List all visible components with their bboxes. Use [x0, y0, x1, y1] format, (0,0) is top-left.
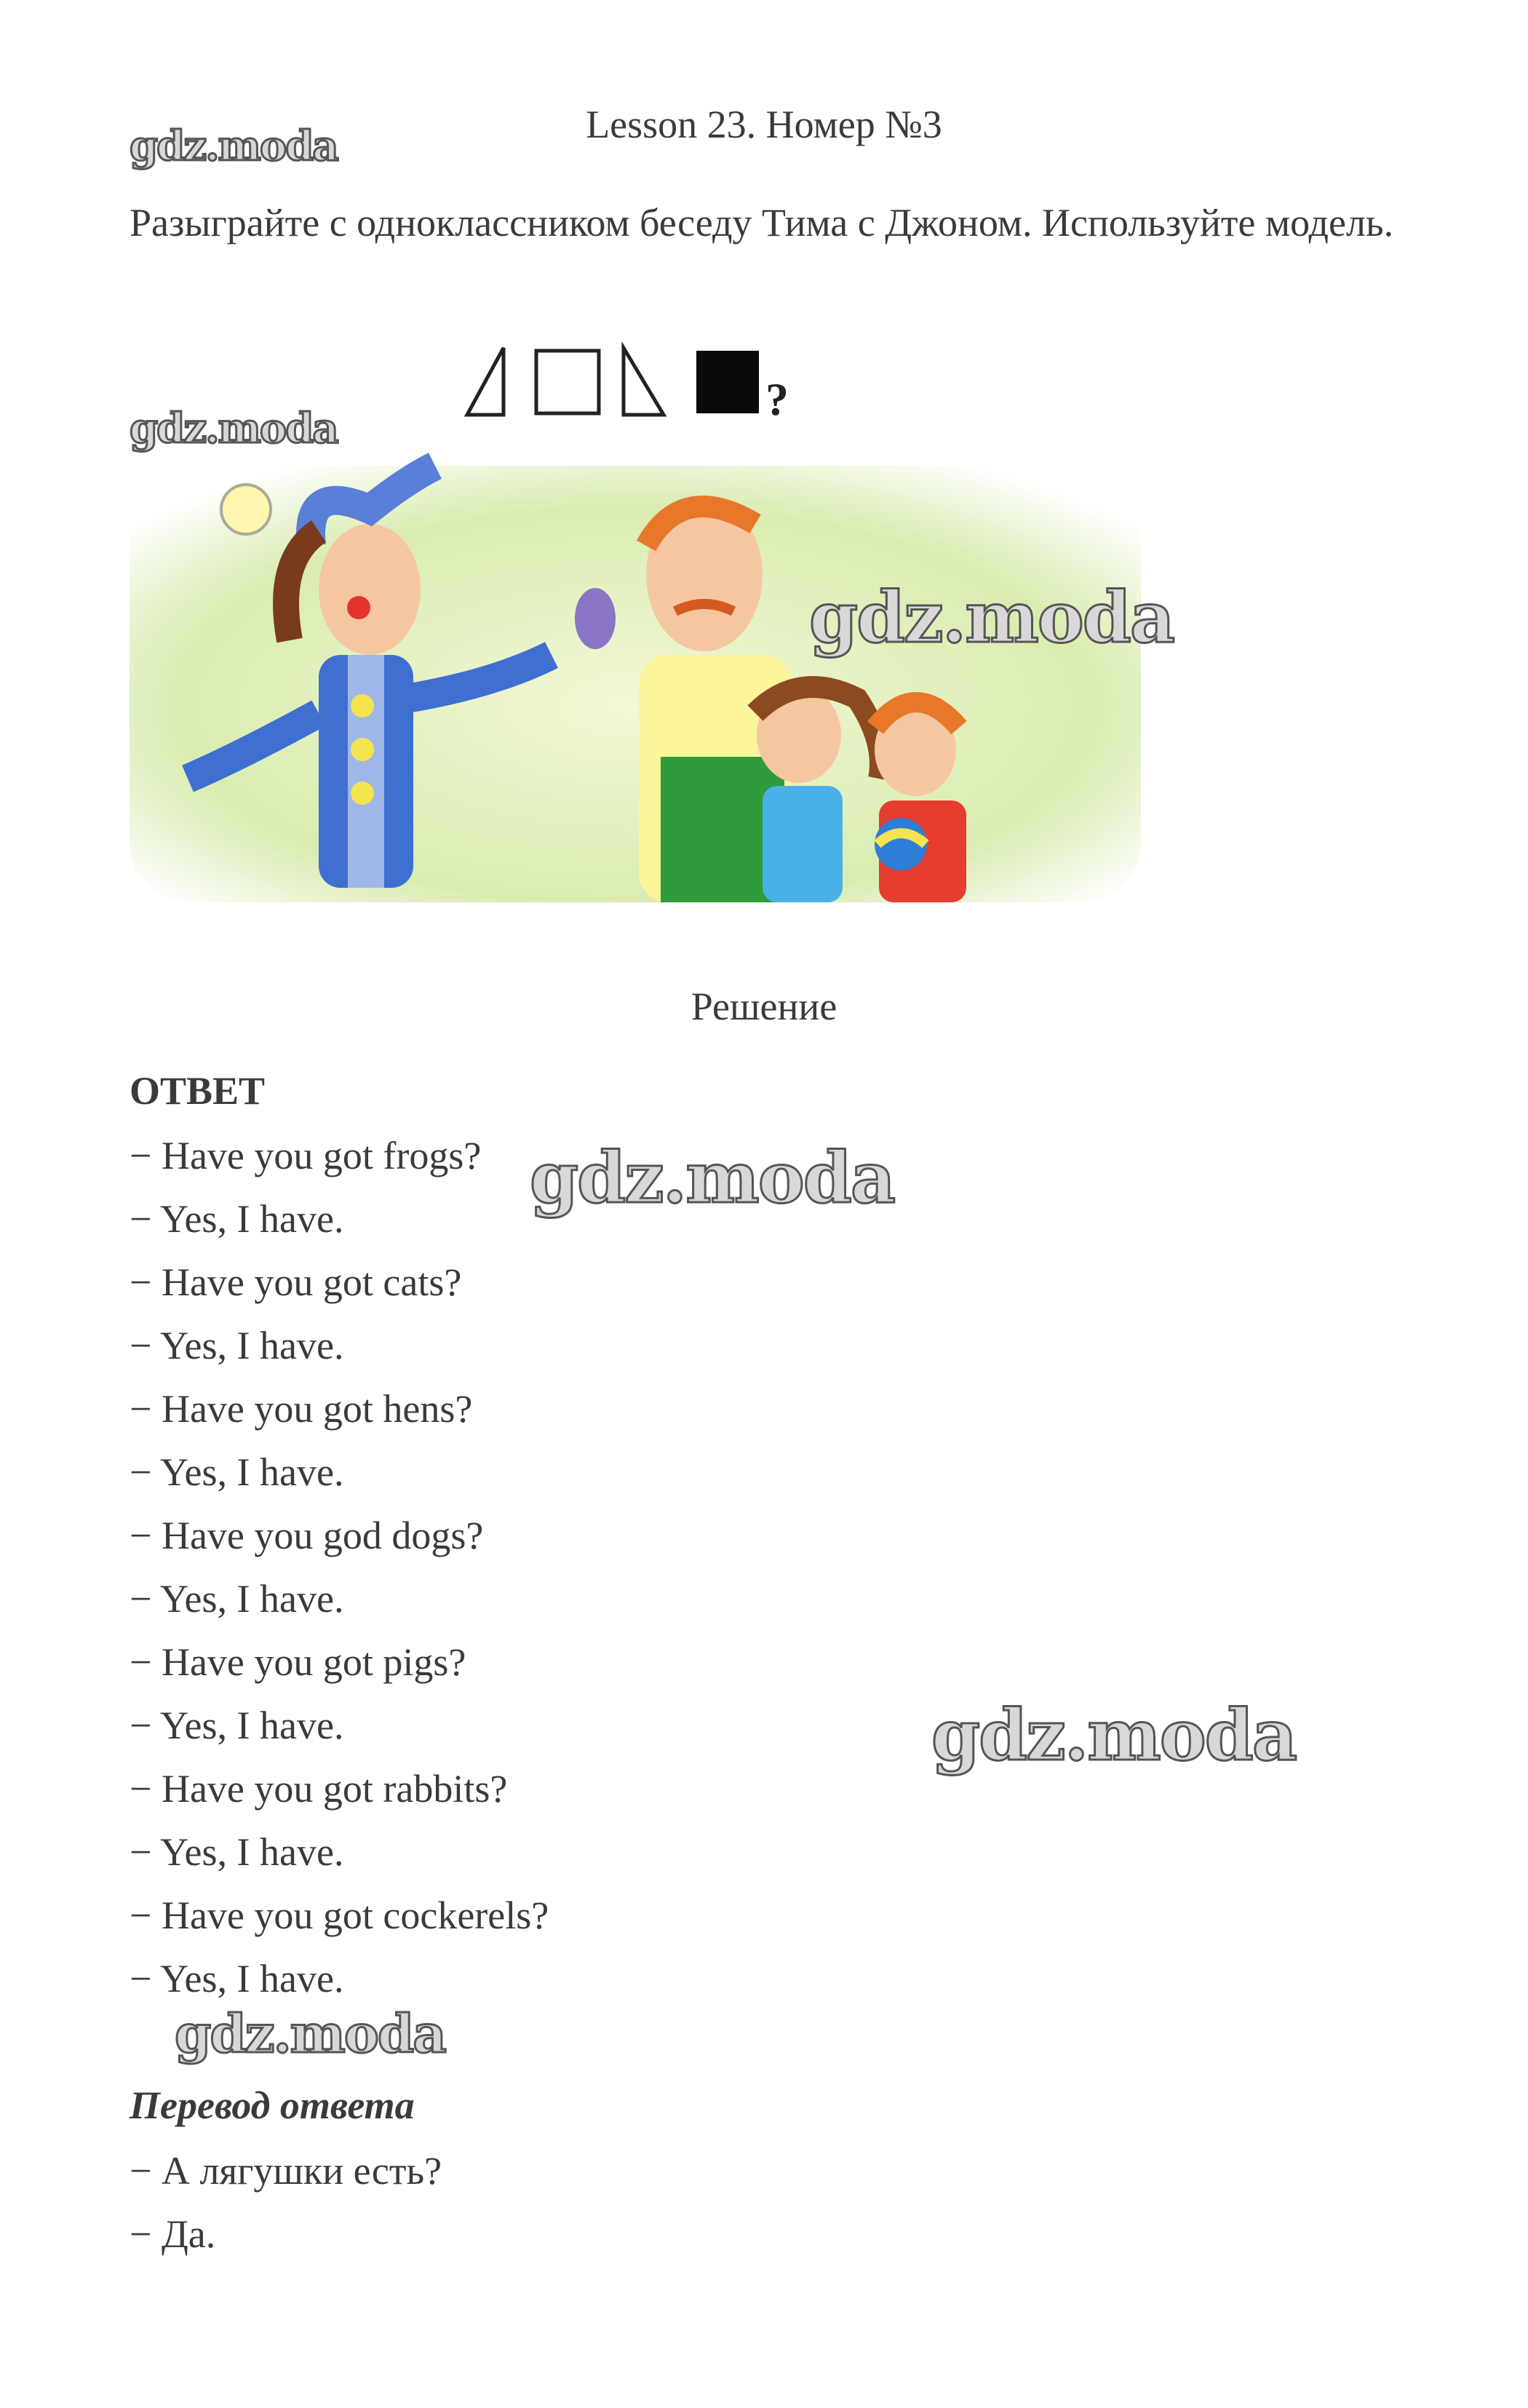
- watermark: gdz.moda: [931, 1694, 1297, 1776]
- watermark: gdz.moda: [530, 1137, 895, 1219]
- dialogue-line: − Have you got cats?: [130, 1260, 462, 1304]
- watermark: gdz.moda: [130, 405, 338, 453]
- watermark: gdz.moda: [130, 122, 338, 170]
- illustration-image: [130, 437, 1141, 924]
- dialogue-line: − Yes, I have.: [130, 1450, 344, 1494]
- dialogue-line: − Yes, I have.: [130, 1704, 344, 1747]
- svg-text:?: ?: [765, 373, 789, 422]
- dialogue-line: − Yes, I have.: [130, 1830, 344, 1874]
- boy-figure: [875, 702, 966, 902]
- translation-line: − Да.: [130, 2212, 216, 2256]
- answer-lines: [130, 1124, 549, 2011]
- dialogue-line: − Yes, I have.: [130, 1324, 344, 1367]
- watermark: gdz.moda: [175, 2003, 445, 2065]
- watermark: gdz.moda: [809, 576, 1174, 659]
- translation-line: − А лягушки есть?: [130, 2149, 442, 2193]
- solution-label: Решение: [691, 985, 837, 1028]
- translation-heading: Перевод ответа: [130, 2083, 415, 2127]
- dialogue-line: − Yes, I have.: [130, 1197, 344, 1241]
- model-shapes-icon: [460, 342, 802, 422]
- dialogue-line: − Have you got rabbits?: [130, 1767, 508, 1811]
- dialogue-line: − Have you got frogs?: [130, 1134, 482, 1177]
- dialogue-line: − Have you got cockerels?: [130, 1894, 549, 1937]
- dialogue-line: − Yes, I have.: [130, 1577, 344, 1621]
- dialogue-line: − Have you got pigs?: [130, 1640, 466, 1684]
- dialogue-line: − Have you got hens?: [130, 1387, 473, 1431]
- dialogue-line: − Have you god dogs?: [130, 1514, 484, 1557]
- page-title: Lesson 23. Номер №3: [586, 103, 942, 146]
- translation-lines: [130, 2139, 442, 2266]
- dialogue-line: − Yes, I have.: [130, 1957, 344, 2000]
- answer-heading: ОТВЕТ: [130, 1069, 266, 1113]
- task-text: Разыграйте с одноклассником беседу Тима с Джоном. Используйте модель.: [130, 201, 1394, 245]
